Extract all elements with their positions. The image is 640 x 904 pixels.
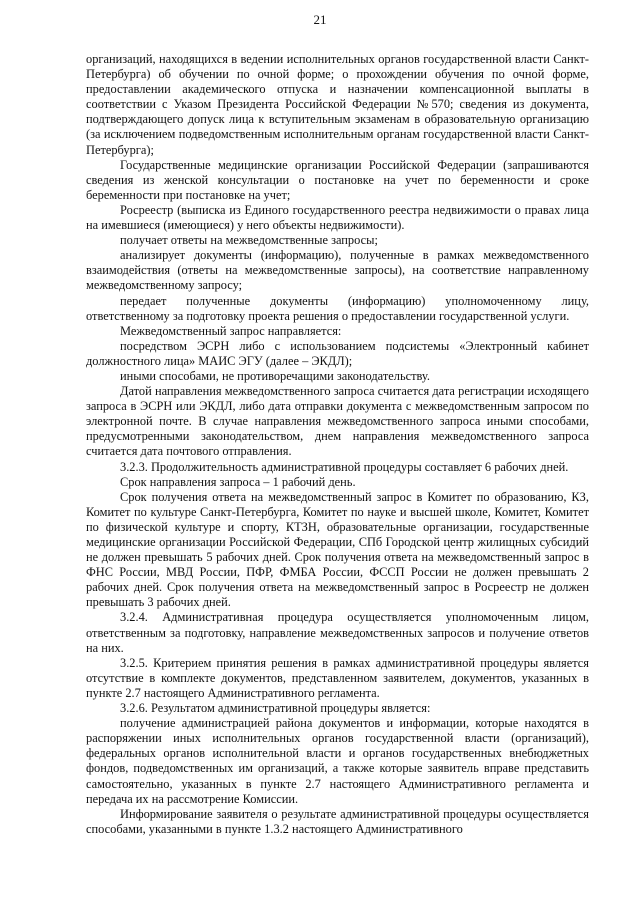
paragraph-13: Срок получения ответа на межведомственный запрос в Комитет по образованию, КЗ, Комитет по культуре Санкт-Петербурга, Комитет по науке и высшей школе, Комитет, Комитет по физической культуре и спорту, КТЗН, образовательные организации, государственные медицинские организации Российской Федерации, СПб Городской центр жилищных субсидий не должен превышать 5 рабочих дней. Срок получения ответа на межведомственный запрос в ФНС России, МВД России, ПФР, ФМБА России, ФССП России не должен превышать 2 рабочих дней. Срок получения ответа на межведомственный запрос в Росреестр не должен превышать 3 рабочих дней. [86, 489, 589, 610]
paragraph-10: Датой направления межведомственного запроса считается дата регистрации исходящего запроса в ЭСРН или ЭКДЛ, либо дата отправки документа с межведомственным запросом по электронной почте. В случае направления межведомственного запроса иными способами, предусмотренными законодательством, днем направления межведомственного запроса считается дата почтового отправления. [86, 384, 589, 459]
paragraph-9: иными способами, не противоречащими законодательству. [120, 368, 430, 383]
paragraph-7: Межведомственный запрос направляется: [120, 323, 342, 338]
paragraph-4: получает ответы на межведомственные запросы; [120, 233, 378, 248]
paragraph-2: Государственные медицинские организации Российской Федерации (запрашиваются сведения из женской консультации о постановке на учет по беременности и сроке беременности при постановке на учет; [86, 157, 589, 202]
paragraph-5: анализирует документы (информацию), полученные в рамках межведомственного взаимодействия (ответы на межведомственные запросы), на соответствие направленному межведомственному запросу; [86, 248, 589, 293]
paragraph-12: Срок направления запроса – 1 рабочий день. [120, 474, 356, 489]
paragraph-15: 3.2.5. Критерием принятия решения в рамках административной процедуры является отсутствие в комплекте документов, представленном заявителем, документов, указанных в пункте 2.7 настоящего Административного регламента. [86, 655, 589, 700]
paragraph-1: организаций, находящихся в ведении исполнительных органов государственной власти Санкт-Петербурга) об обучении по очной форме; о прохождении обучения по очной форме, предоставлении академического отпуска и назначении компенсационной выплаты в соответствии с Указом Президента Российской Федерации №570; сведения из документа, подтверждающего допуск лица к вступительным экзаменам в образовательную организацию (за исключением подведомственным исполнительным органам государственной власти Санкт-Петербурга); [86, 52, 589, 157]
page-number: 21 [313, 12, 327, 27]
paragraph-17: получение администрацией района документов и информации, которые находятся в распоряжении иных исполнительных органов государственной власти (организаций), федеральных органов исполнительной власти и органов государственных внебюджетных фондов, подведомственных им организаций, а также которые заявитель вправе представить самостоятельно, указанных в пункте 2.7 настоящего Административного регламента и передача их на рассмотрение Комиссии. [86, 716, 589, 806]
paragraph-8: посредством ЭСРН либо с использованием подсистемы «Электронный кабинет должностного лица» МАИС ЭГУ (далее – ЭКДЛ); [86, 338, 589, 368]
paragraph-16: 3.2.6. Результатом административной процедуры является: [120, 701, 431, 716]
paragraph-11: 3.2.3. Продолжительность административной процедуры составляет 6 рабочих дней. [120, 459, 569, 474]
paragraph-18: Информирование заявителя о результате административной процедуры осуществляется способами, указанными в пункте 1.3.2 настоящего Административного [86, 806, 589, 836]
paragraph-3: Росреестр (выписка из Единого государственного реестра недвижимости о правах лица на имевшиеся (имеющиеся) у него объекты недвижимости). [86, 202, 589, 233]
paragraph-14: 3.2.4. Административная процедура осуществляется уполномоченным лицом, ответственным за подготовку, направление межведомственных запросов и получение ответов на них. [86, 610, 589, 655]
paragraph-6: передает полученные документы (информацию) уполномоченному лицу, ответственному за подготовку проекта решения о предоставлении государственной услуги. [86, 293, 589, 323]
document-body [86, 52, 589, 837]
